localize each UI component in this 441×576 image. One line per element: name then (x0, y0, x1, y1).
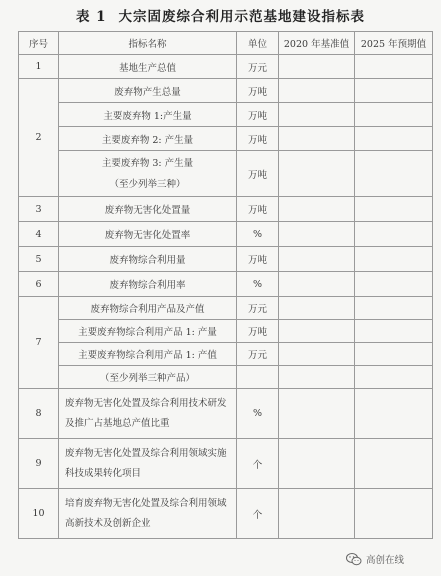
table-row (19, 272, 433, 297)
unit-cell: 个 (237, 489, 279, 539)
target-value-cell (355, 151, 433, 197)
header-seq: 序号 (19, 32, 59, 55)
target-value-cell (355, 247, 433, 272)
base-value-cell (279, 55, 355, 79)
table-row (19, 247, 433, 272)
unit-cell: % (237, 389, 279, 439)
table-row (19, 79, 433, 103)
table-number: 表 1 (75, 9, 107, 25)
unit-cell: 万元 (237, 297, 279, 320)
table-row (19, 389, 433, 439)
unit-cell: 万吨 (237, 247, 279, 272)
target-value-cell (355, 389, 433, 439)
target-value-cell (355, 343, 433, 366)
header-unit: 单位 (237, 32, 279, 55)
seq-cell: 7 (19, 297, 59, 389)
base-value-cell (279, 439, 355, 489)
wechat-icon (346, 553, 362, 566)
indicator-table (18, 31, 433, 539)
watermark-text: 高创在线 (366, 555, 405, 566)
target-value-cell (355, 197, 433, 222)
base-value-cell (279, 297, 355, 320)
table-row (19, 320, 433, 343)
table-row (19, 103, 433, 127)
table-row (19, 55, 433, 79)
base-value-cell (279, 366, 355, 389)
seq-cell: 8 (19, 389, 59, 439)
target-value-cell (355, 297, 433, 320)
unit-cell: % (237, 272, 279, 297)
base-value-cell (279, 79, 355, 103)
table-row (19, 222, 433, 247)
table-row (19, 297, 433, 320)
base-value-cell (279, 489, 355, 539)
seq-cell: 3 (19, 197, 59, 222)
indicator-name: 废弃物无害化处置率 (59, 222, 237, 247)
unit-cell: % (237, 222, 279, 247)
base-value-cell (279, 103, 355, 127)
target-value-cell (355, 103, 433, 127)
indicator-name: 废弃物无害化处置及综合利用技术研发及推广占基地总产值比重 (59, 389, 237, 439)
target-value-cell (355, 439, 433, 489)
indicator-name: 主要废弃物综合利用产品 1: 产值 (59, 343, 237, 366)
indicator-name-multiline (59, 151, 237, 197)
table-row (19, 197, 433, 222)
seq-cell: 10 (19, 489, 59, 539)
seq-cell: 5 (19, 247, 59, 272)
table-title (0, 5, 441, 25)
target-value-cell (355, 79, 433, 103)
seq-cell: 2 (19, 79, 59, 197)
table-row (19, 127, 433, 151)
seq-cell: 9 (19, 439, 59, 489)
unit-cell (237, 366, 279, 389)
indicator-name: 废弃物综合利用产品及产值 (59, 297, 237, 320)
indicator-name: 主要废弃物 1:产生量 (59, 103, 237, 127)
base-value-cell (279, 389, 355, 439)
table-row (19, 151, 433, 197)
table-title-text: 大宗固废综合利用示范基地建设指标表 (118, 9, 366, 25)
unit-cell: 万吨 (237, 151, 279, 197)
unit-cell: 万吨 (237, 320, 279, 343)
base-value-cell (279, 197, 355, 222)
header-row (19, 32, 433, 55)
indicator-name: 主要废弃物综合利用产品 1: 产量 (59, 320, 237, 343)
unit-cell: 万元 (237, 343, 279, 366)
indicator-name: 废弃物综合利用率 (59, 272, 237, 297)
base-value-cell (279, 247, 355, 272)
base-value-cell (279, 320, 355, 343)
indicator-name: 废弃物无害化处置及综合利用领域实施科技成果转化项目 (59, 439, 237, 489)
target-value-cell (355, 222, 433, 247)
unit-cell: 万吨 (237, 79, 279, 103)
target-value-cell (355, 489, 433, 539)
indicator-note: （至少列举三种） (109, 178, 186, 190)
indicator-name: 主要废弃物 3: 产生量 (101, 157, 194, 169)
base-value-cell (279, 127, 355, 151)
target-value-cell (355, 320, 433, 343)
indicator-name: 废弃物产生总量 (59, 79, 237, 103)
base-value-cell (279, 272, 355, 297)
base-value-cell (279, 343, 355, 366)
target-value-cell (355, 272, 433, 297)
watermark (346, 552, 404, 566)
seq-cell: 6 (19, 272, 59, 297)
seq-cell: 4 (19, 222, 59, 247)
indicator-name: 废弃物无害化处置量 (59, 197, 237, 222)
table-row (19, 439, 433, 489)
unit-cell: 万吨 (237, 127, 279, 151)
target-value-cell (355, 127, 433, 151)
unit-cell: 万吨 (237, 103, 279, 127)
target-value-cell (355, 55, 433, 79)
table-row (19, 366, 433, 389)
table-row (19, 489, 433, 539)
seq-cell: 1 (19, 55, 59, 79)
header-target: 2025 年预期值 (355, 32, 433, 55)
header-name: 指标名称 (59, 32, 237, 55)
unit-cell: 万吨 (237, 197, 279, 222)
base-value-cell (279, 151, 355, 197)
table-row (19, 343, 433, 366)
indicator-name: 主要废弃物 2: 产生量 (59, 127, 237, 151)
target-value-cell (355, 366, 433, 389)
header-base: 2020 年基准值 (279, 32, 355, 55)
base-value-cell (279, 222, 355, 247)
indicator-name: 培育废弃物无害化处置及综合利用领域高新技术及创新企业 (59, 489, 237, 539)
indicator-name: 废弃物综合利用量 (59, 247, 237, 272)
unit-cell: 个 (237, 439, 279, 489)
unit-cell: 万元 (237, 55, 279, 79)
indicator-name: 基地生产总值 (59, 55, 237, 79)
indicator-name: （至少列举三种产品） (59, 366, 237, 389)
